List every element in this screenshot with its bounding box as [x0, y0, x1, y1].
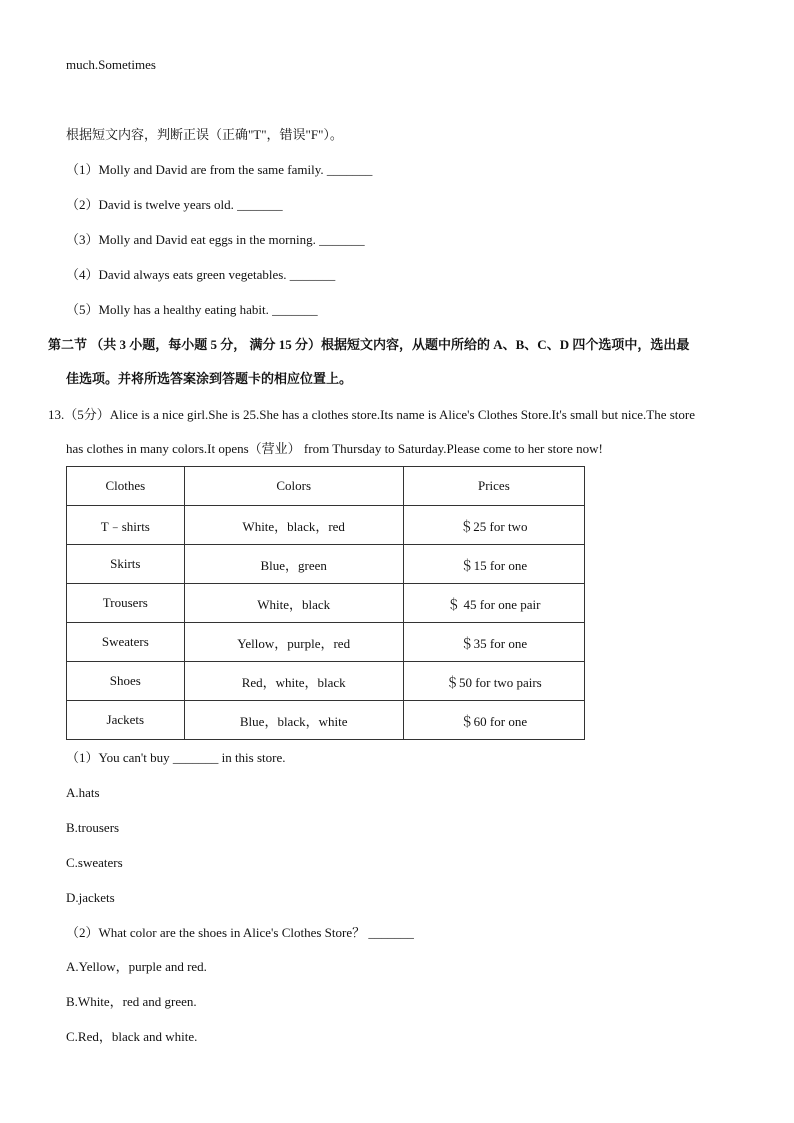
table-row — [67, 662, 585, 701]
tf-item-1: （1）Molly and David are from the same family. _______ — [66, 162, 373, 177]
option-1-d: D.jackets — [66, 890, 115, 905]
cell-clothes: Jackets — [67, 701, 185, 740]
option-1-a: A.hats — [66, 785, 100, 800]
tf-item-5: （5）Molly has a healthy eating habit. _______ — [66, 302, 318, 317]
option-2-a: A.Yellow，purple and red. — [66, 959, 207, 974]
section2-heading-line1: 第二节 （共 3 小题，每小题 5 分， 满分 15 分）根据短文内容，从题中所给的 A、B、C、D 四个选项中，选出最 — [48, 337, 690, 352]
table-row — [67, 623, 585, 662]
sub-question-1: （1）You can't buy _______ in this store. — [66, 750, 286, 765]
section2-heading-line2: 佳选项。并将所选答案涂到答题卡的相应位置上。 — [66, 371, 353, 386]
cell-colors: Red，white，black — [184, 662, 403, 701]
clothes-price-table — [66, 466, 585, 740]
option-2-c: C.Red，black and white. — [66, 1029, 198, 1044]
sub-question-2: （2）What color are the shoes in Alice's Clothes Store？ _______ — [66, 925, 414, 940]
cell-colors: Blue，black，white — [184, 701, 403, 740]
cell-price: ＄ 45 for one pair — [403, 584, 584, 623]
cell-clothes: Skirts — [67, 545, 185, 584]
question-13-passage-line1: 13.（5分）Alice is a nice girl.She is 25.She has a clothes store.Its name is Alice's Clothes Store.It's small but nice.The store — [48, 407, 695, 422]
cell-price: ＄15 for one — [403, 545, 584, 584]
option-1-c: C.sweaters — [66, 855, 123, 870]
question-13-passage-line2: has clothes in many colors.It opens（营业） from Thursday to Saturday.Please come to her store now! — [66, 441, 603, 456]
cell-price: ＄50 for two pairs — [403, 662, 584, 701]
tf-item-2: （2）David is twelve years old. _______ — [66, 197, 283, 212]
option-2-b: B.White，red and green. — [66, 994, 197, 1009]
cell-clothes: Trousers — [67, 584, 185, 623]
cell-price: ＄60 for one — [403, 701, 584, 740]
cell-price: ＄35 for one — [403, 623, 584, 662]
cell-clothes: T﹣shirts — [67, 506, 185, 545]
header-prices: Prices — [403, 467, 584, 506]
cell-colors: White，black，red — [184, 506, 403, 545]
table-row — [67, 701, 585, 740]
tf-item-3: （3）Molly and David eat eggs in the morning. _______ — [66, 232, 365, 247]
cell-clothes: Shoes — [67, 662, 185, 701]
header-clothes: Clothes — [67, 467, 185, 506]
passage-fragment: much.Sometimes — [66, 57, 156, 72]
table-row — [67, 506, 585, 545]
cell-colors: White，black — [184, 584, 403, 623]
tf-item-4: （4）David always eats green vegetables. _______ — [66, 267, 336, 282]
table-row — [67, 584, 585, 623]
option-1-b: B.trousers — [66, 820, 120, 835]
table-row — [67, 545, 585, 584]
cell-price: ＄25 for two — [403, 506, 584, 545]
cell-clothes: Sweaters — [67, 623, 185, 662]
cell-colors: Blue，green — [184, 545, 403, 584]
cell-colors: Yellow，purple，red — [184, 623, 403, 662]
header-colors: Colors — [184, 467, 403, 506]
tf-instruction: 根据短文内容，判断正误（正确"T"，错误"F"）。 — [66, 127, 343, 142]
table-header-row — [67, 467, 585, 506]
